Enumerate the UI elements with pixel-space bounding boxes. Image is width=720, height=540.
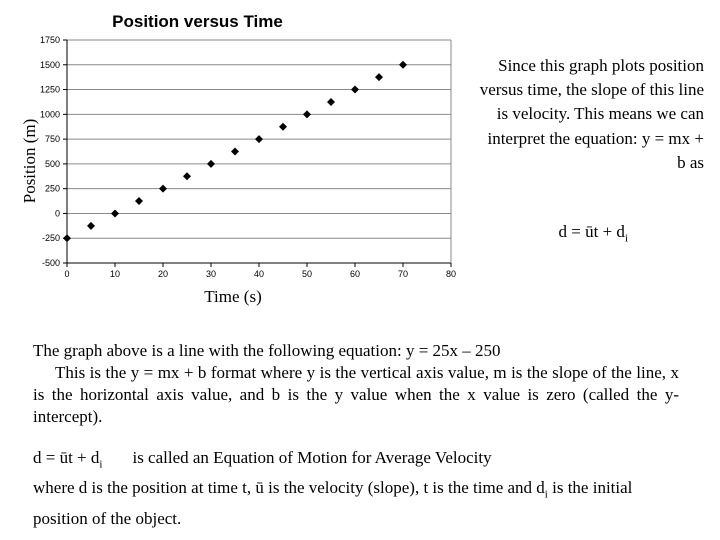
x-tick-label: 60 bbox=[349, 269, 361, 279]
line-equation-paragraph bbox=[33, 340, 679, 428]
y-tick-label: 1250 bbox=[39, 84, 60, 95]
motion-equation-subscript: i bbox=[99, 458, 103, 471]
y-tick-labels bbox=[40, 35, 60, 268]
y-tick-label: -250 bbox=[41, 233, 60, 244]
equation-of-motion-paragraph bbox=[33, 446, 689, 531]
chart-title: Position versus Time bbox=[112, 12, 283, 31]
motion-equation-description: is called an Equation of Motion for Average Velocity bbox=[132, 448, 492, 467]
data-point bbox=[303, 110, 311, 118]
variable-definitions-a: where d is the position at time t, ū is the velocity (slope), t is the time and d bbox=[33, 478, 545, 498]
x-tick-label: 20 bbox=[157, 269, 169, 279]
data-point bbox=[159, 185, 167, 193]
data-point bbox=[351, 86, 359, 94]
variable-definitions-b: is the initial position of the object. bbox=[33, 478, 633, 528]
data-point bbox=[279, 123, 287, 131]
velocity-equation bbox=[470, 222, 628, 244]
data-point bbox=[111, 209, 119, 217]
x-tick-label: 70 bbox=[397, 269, 409, 279]
data-point bbox=[375, 73, 383, 81]
x-tick-label: 10 bbox=[109, 269, 121, 279]
y-axis-title: Position (m) bbox=[20, 118, 39, 204]
axes bbox=[63, 40, 451, 267]
data-point bbox=[327, 98, 335, 106]
x-tick-label: 30 bbox=[205, 269, 217, 279]
slope-intercept-explanation: This is the y = mx + b format where y is the vertical axis value, m is the slope of the line, x is the horizontal axis value, and b is the y value when the x value is zero (called the y-intercept). bbox=[33, 363, 679, 426]
x-tick-label: 40 bbox=[253, 269, 265, 279]
variable-definitions-subscript: i bbox=[544, 488, 548, 501]
y-tick-label: 750 bbox=[44, 134, 60, 145]
x-tick-label: 50 bbox=[301, 269, 313, 279]
x-tick-label: 80 bbox=[445, 269, 457, 279]
x-tick-label: 0 bbox=[64, 269, 70, 279]
motion-equation-main: d = ūt + d bbox=[33, 448, 100, 467]
velocity-equation-main: d = ūt + d bbox=[558, 222, 625, 241]
position-time-chart bbox=[0, 30, 470, 320]
y-tick-label: 1000 bbox=[39, 109, 60, 120]
x-axis-title: Time (s) bbox=[204, 287, 262, 306]
y-tick-label: 500 bbox=[44, 158, 60, 169]
data-point bbox=[255, 135, 263, 143]
data-point bbox=[135, 197, 143, 205]
y-tick-label: 1750 bbox=[39, 35, 60, 45]
data-point bbox=[231, 148, 239, 156]
data-point bbox=[207, 160, 215, 168]
y-tick-label: 250 bbox=[44, 183, 60, 194]
data-point bbox=[399, 61, 407, 69]
data-point bbox=[87, 222, 95, 230]
velocity-equation-subscript: i bbox=[624, 232, 628, 245]
slope-explanation: Since this graph plots position versus time, the slope of this line is velocity. This means we can interpret the equation: y = mx + b as bbox=[479, 56, 704, 172]
x-tick-labels bbox=[64, 269, 456, 279]
line-equation-sentence: The graph above is a line with the following equation: y = 25x – 250 bbox=[33, 341, 501, 360]
y-tick-label: 1500 bbox=[39, 59, 60, 70]
data-points bbox=[63, 61, 407, 242]
data-point bbox=[63, 234, 71, 242]
y-tick-label: -500 bbox=[41, 258, 60, 268]
y-tick-label: 0 bbox=[54, 208, 60, 219]
data-point bbox=[183, 172, 191, 180]
